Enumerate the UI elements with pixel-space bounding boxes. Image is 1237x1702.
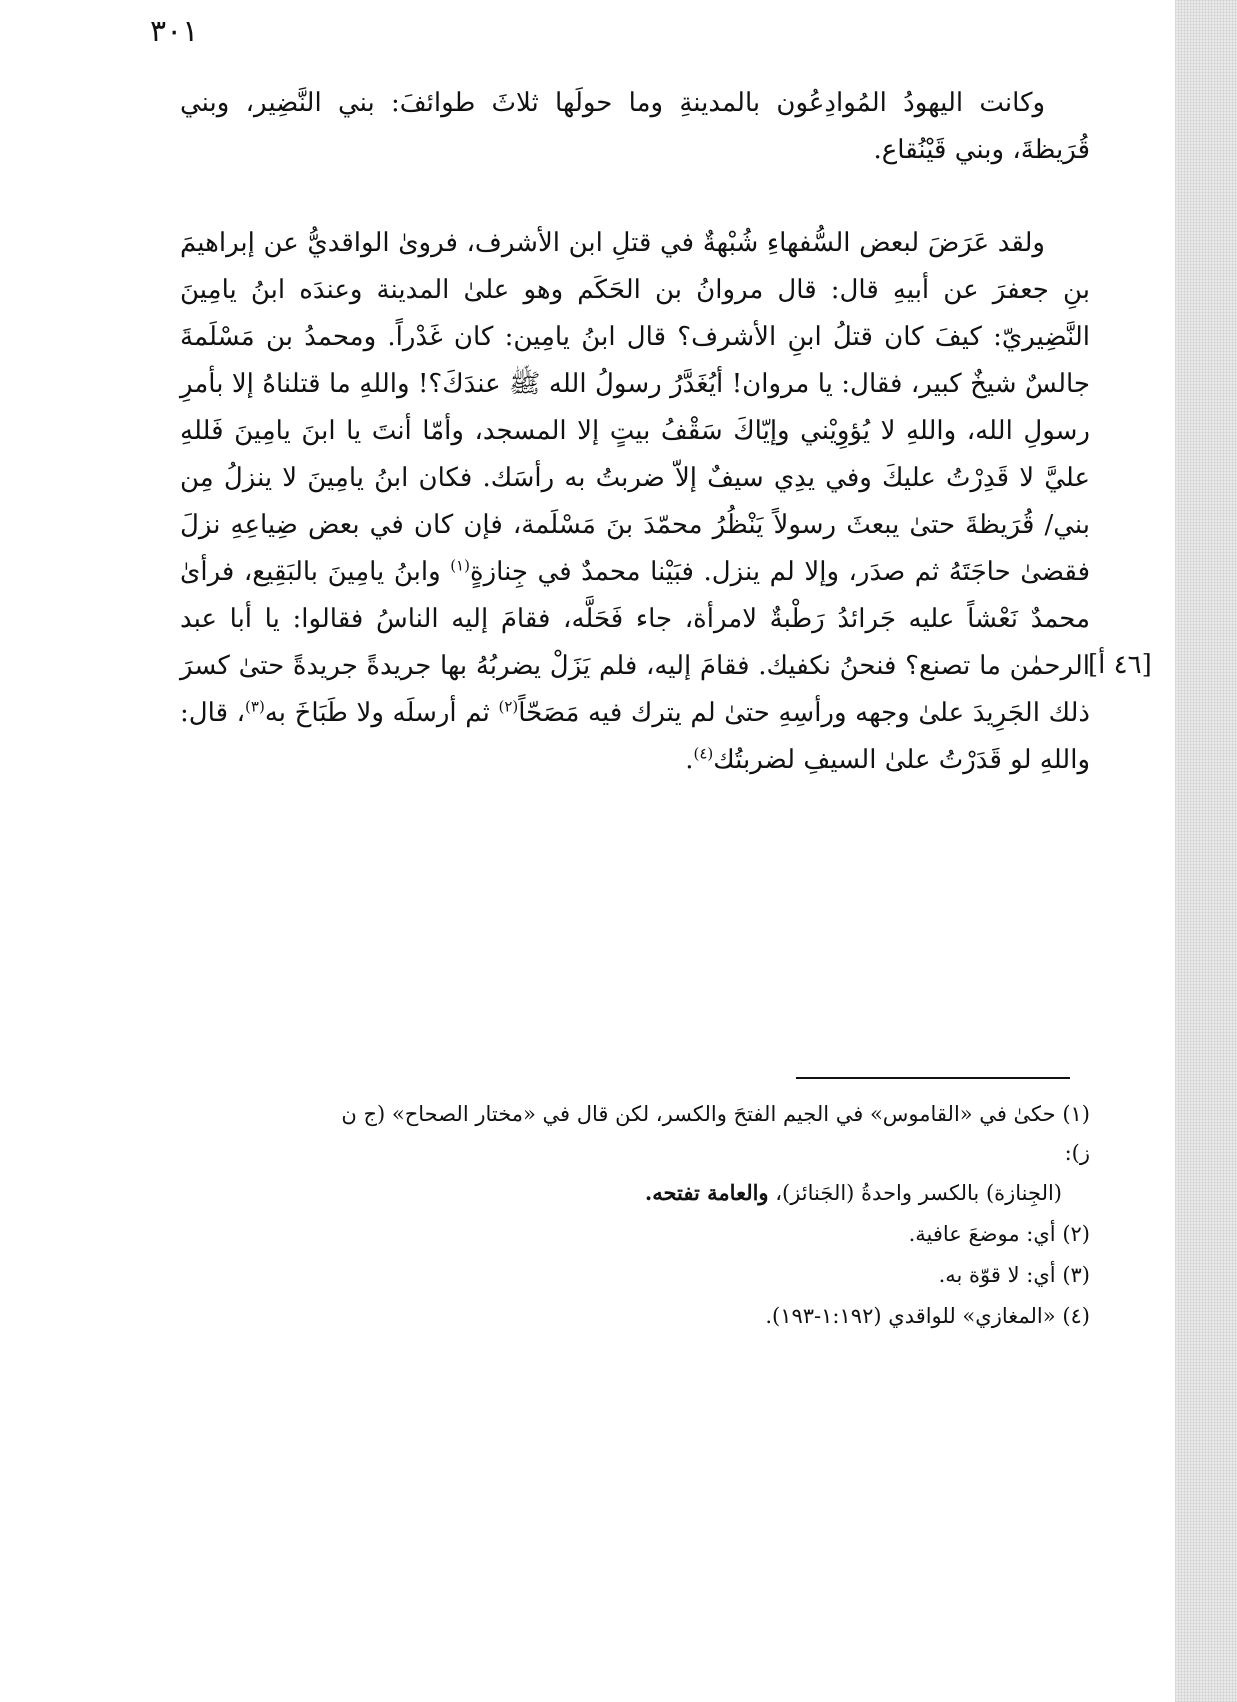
body-paragraph-2	[180, 220, 1090, 784]
paragraph-text: وكانت اليهودُ المُوادِعُون بالمدينةِ وما حولَها ثلاثَ طوائفَ: بني النَّضِير، وبني قُرَيظةَ، وبني قَيْنُقاع.	[180, 88, 1090, 165]
footnote-text: حكىٰ في «القاموس» في الجيم الفتحَ والكسر، لكن قال في «مختار الصحاح» (ج ن ز):	[341, 1102, 1090, 1165]
footnote-number: (٤)	[1062, 1304, 1090, 1328]
paragraph-text-part: وابنُ يامِينَ بالبَقِيع، فرأىٰ محمدٌ نَعْشاً عليه جَرائدُ رَطْبةٌ لامرأة، جاء فَحَلَّه، فقامَ إليه الناسُ فقالوا: يا أبا عبد الرحمٰن ما تصنع؟ فنحنُ نكفيك. فقامَ إليه، فلم يَزَلْ يضربُهُ بها جريدةً جريدةً حتىٰ كسرَ ذلك الجَرِيدَ علىٰ وجهه ورأسِهِ حتىٰ لم يترك فيه مَصَحّاً	[180, 557, 1090, 728]
footnote-reference: (٣)	[245, 697, 265, 716]
footnote-continuation	[330, 1173, 1090, 1213]
footnote-number: (١)	[1062, 1102, 1090, 1126]
page-number: ٣٠١	[150, 14, 199, 49]
body-paragraph-1	[180, 80, 1090, 174]
footnote-text: (الجِنازة) بالكسر واحدةُ (الجَنائز)،	[768, 1181, 1062, 1205]
paragraph-text-part: .	[685, 745, 694, 775]
paragraph-text	[180, 220, 1090, 784]
paragraph-text-part: ولقد عَرَضَ لبعض السُّفهاءِ شُبْهةٌ في قتلِ ابن الأشرف، فروىٰ الواقديُّ عن إبراهيمَ بنِ جعفرَ عن أبيهِ قال: قال مروانُ بن الحَكَم وهو علىٰ المدينة وعندَه ابنُ يامِينَ النَّضِيريّ: كيفَ كان قتلُ ابنِ الأشرف؟ قال ابنُ يامِين: كان غَدْراً. ومحمدُ بن مَسْلَمةَ جالسٌ شيخٌ كبير، فقال: يا مروان! أيُغَدَّرُ رسولُ الله ﷺ عندَكَ؟! واللهِ ما قتلناهُ إلا بأمرِ رسولِ الله، واللهِ لا يُؤوِيْني وإيّاكَ سَقْفُ بيتٍ إلا المسجد، وأمّا أنتَ يا ابنَ يامِينَ فَللهِ عليَّ لا قَدِرْتُ عليكَ وفي يدِي سيفٌ إلاّ ضربتُ به رأسَك. فكان ابنُ يامِينَ لا ينزلُ مِن بني/ قُرَيظةَ حتىٰ يبعثَ رسولاً يَنْظُرُ محمّدَ بنَ مَسْلَمة، فإن كان في بعض ضِياعِهِ نزلَ فقضىٰ حاجَتَهُ ثم صدَر، وإلا لم ينزل. فبَيْنا محمدٌ في جِنازةٍ	[180, 228, 1090, 587]
paragraph-text-part: ثم أرسلَه ولا طَبَاخَ به	[264, 698, 499, 728]
footnote-reference: (٤)	[693, 744, 714, 763]
footnotes-section	[330, 1095, 1090, 1338]
footnote-1	[330, 1095, 1090, 1213]
footnote-3	[330, 1256, 1090, 1295]
footnote-emphasis: والعامة تفتحه.	[644, 1180, 769, 1205]
footnote-number: (٣)	[1062, 1263, 1090, 1287]
footnote-2	[330, 1215, 1090, 1254]
footnote-4	[330, 1297, 1090, 1336]
footnote-reference: (١)	[450, 556, 470, 575]
footnote-reference: (٢)	[498, 697, 519, 716]
footnote-divider	[796, 1077, 1070, 1079]
paragraph-text-part: ، قال: واللهِ لو قَدَرْتُ علىٰ السيفِ لضربتُك	[180, 698, 1090, 775]
footnote-text: أي: لا قوّة به.	[938, 1263, 1056, 1287]
footnote-text: «المغازي» للواقدي (١:١٩٢-١٩٣).	[765, 1304, 1056, 1328]
footnote-text: أي: موضعَ عافية.	[908, 1222, 1056, 1246]
scan-edge-texture	[1175, 0, 1237, 1702]
footnote-number: (٢)	[1062, 1222, 1090, 1246]
manuscript-folio-reference: [٤٦ أ]	[1088, 650, 1152, 680]
